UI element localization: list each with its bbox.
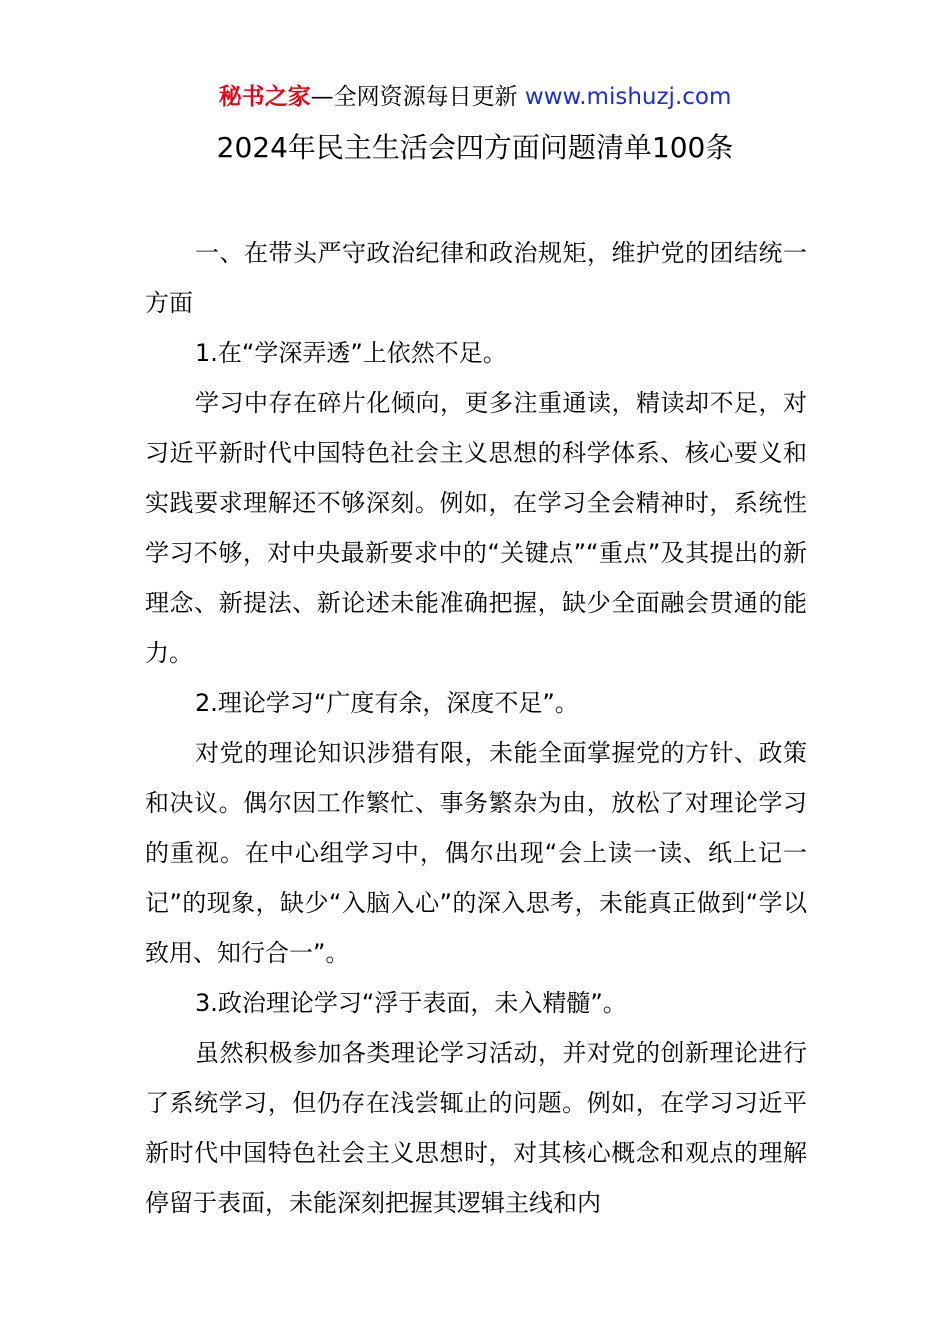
item-heading: 2.理论学习“广度有余，深度不足”。 [195, 689, 579, 717]
section-heading: 一、在带头严守政治纪律和政治规矩，维护党的团结统一方面 [145, 239, 807, 317]
site-header [0, 80, 950, 114]
body-paragraph: 学习中存在碎片化倾向，更多注重通读，精读却不足，对习近平新时代中国特色社会主义思想的科学体系、核心要义和实践要求理解还不够深刻。例如，在学习全会精神时，系统性学习不够，对中央最新要求中的“关键点”“重点”及其提出的新理念、新提法、新论述未能准确把握，缺少全面融会贯通的能力。 [145, 389, 807, 667]
body-paragraph: 对党的理论知识涉猎有限，未能全面掌握党的方针、政策和决议。偶尔因工作繁忙、事务繁杂为由，放松了对理论学习的重视。在中心组学习中，偶尔出现“会上读一读、纸上记一记”的现象，缺少“入脑入心”的深入思考，未能真正做到“学以致用、知行合一”。 [145, 739, 807, 967]
item-heading: 3.政治理论学习“浮于表面，未入精髓”。 [195, 989, 627, 1017]
site-name: 秘书之家 [218, 84, 311, 110]
body-paragraph: 虽然积极参加各类理论学习活动，并对党的创新理论进行了系统学习，但仍存在浅尝辄止的问题。例如，在学习习近平新时代中国特色社会主义思想时，对其核心概念和观点的理解停留于表面，未能深刻把握其逻辑主线和内 [145, 1039, 807, 1217]
document-body [145, 228, 807, 1228]
site-url-link[interactable]: www.mishuzj.com [524, 84, 732, 110]
item-heading: 1.在“学深弄透”上依然不足。 [195, 339, 507, 367]
site-tagline: —全网资源每日更新 [310, 84, 525, 110]
document-title: 2024年民主生活会四方面问题清单100条 [216, 131, 734, 164]
